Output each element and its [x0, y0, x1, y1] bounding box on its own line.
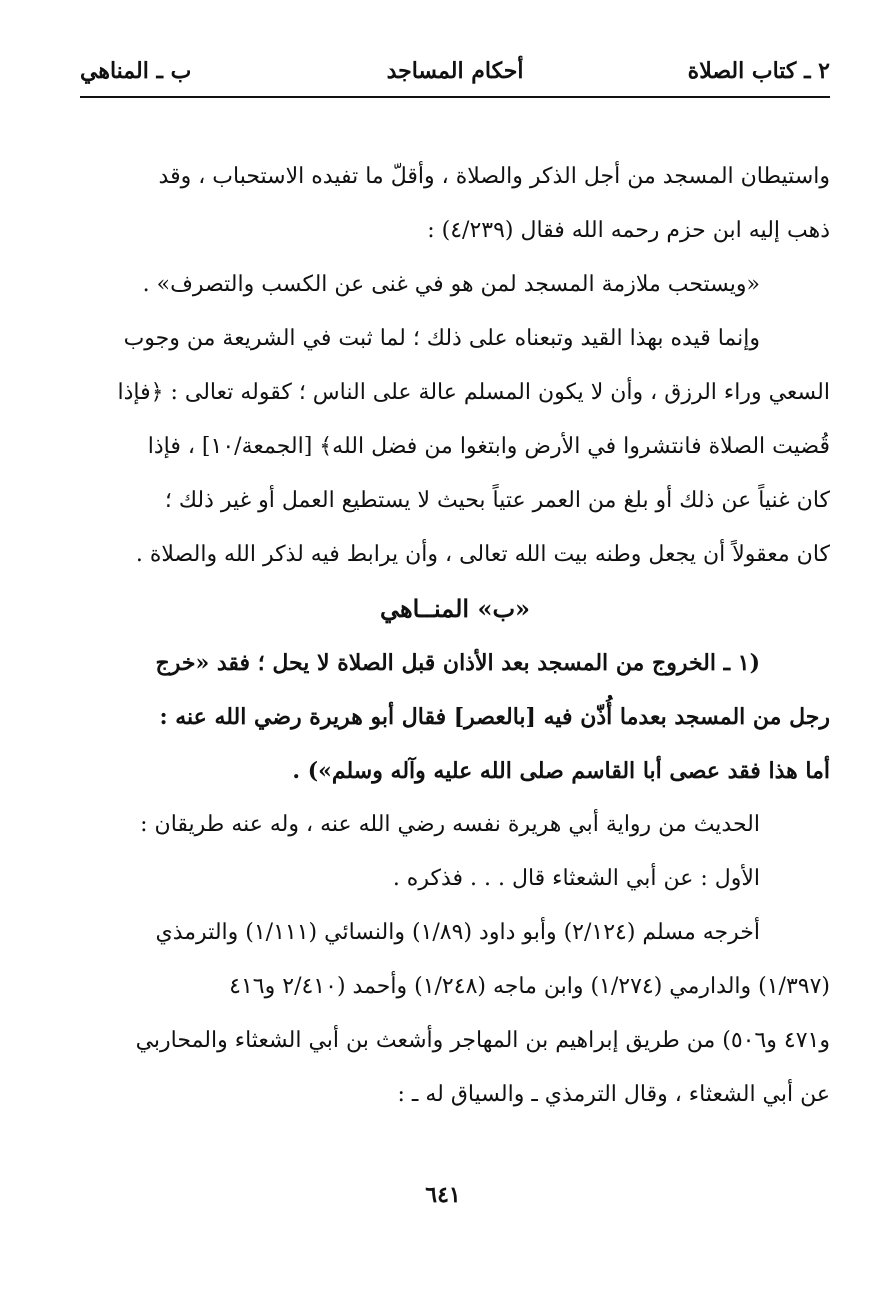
hadith-line: أما هذا فقد عصى أبا القاسم صلى الله عليه وآله وسلم») .	[292, 758, 830, 784]
paragraph-line: وإنما قيده بهذا القيد وتبعناه على ذلك ؛ لما ثبت في الشريعة من وجوب	[123, 326, 760, 351]
page-body	[80, 150, 830, 1122]
paragraph-line: واستيطان المسجد من أجل الذكر والصلاة ، وأقلّ ما تفيده الاستحباب ، وقد	[158, 164, 830, 189]
paragraph-line: (١/٣٩٧) والدارمي (١/٢٧٤) وابن ماجه (١/٢٤٨) وأحمد (٢/٤١٠ و٤١٦	[229, 974, 830, 999]
running-header	[80, 52, 830, 96]
paragraph-line: و٤٧١ و٥٠٦) من طريق إبراهيم بن المهاجر وأشعث بن أبي الشعثاء والمحاربي	[135, 1028, 830, 1053]
paragraph-line: السعي وراء الرزق ، وأن لا يكون المسلم عالة على الناس ؛ كقوله تعالى : ﴿فإذا	[117, 380, 830, 405]
header-chapter-title: أحكام المساجد	[386, 58, 524, 84]
paragraph-line: كان معقولاً أن يجعل وطنه بيت الله تعالى ، وأن يرابط فيه لذكر الله والصلاة .	[135, 542, 830, 567]
paragraph-line: قُضيت الصلاة فانتشروا في الأرض وابتغوا من فضل الله﴾ [الجمعة/١٠] ، فإذا	[147, 434, 830, 459]
paragraph-line: الأول : عن أبي الشعثاء قال . . . فذكره .	[392, 866, 760, 891]
section-heading: «ب» المنــاهي	[379, 594, 531, 623]
paragraph-line: أخرجه مسلم (٢/١٢٤) وأبو داود (١/٨٩) والنسائي (١/١١١) والترمذي	[155, 920, 760, 945]
paragraph-line: عن أبي الشعثاء ، وقال الترمذي ـ والسياق له ـ :	[397, 1082, 830, 1107]
paragraph-line: الحديث من رواية أبي هريرة نفسه رضي الله عنه ، وله عنه طريقان :	[140, 812, 760, 837]
hadith-line: (١ ـ الخروج من المسجد بعد الأذان قبل الصلاة لا يحل ؛ فقد «خرج	[155, 650, 760, 676]
paragraph-line: كان غنياً عن ذلك أو بلغ من العمر عتياً بحيث لا يستطيع العمل أو غير ذلك ؛	[164, 488, 830, 513]
header-divider	[80, 96, 830, 98]
header-section-title: ب ـ المناهي	[80, 58, 192, 84]
hadith-line: رجل من المسجد بعدما أُذّن فيه [بالعصر] فقال أبو هريرة رضي الله عنه :	[159, 704, 830, 730]
paragraph-line: ذهب إليه ابن حزم رحمه الله فقال (٤/٢٣٩) :	[427, 218, 830, 243]
quote-line: «ويستحب ملازمة المسجد لمن هو في غنى عن الكسب والتصرف» .	[142, 272, 760, 297]
header-book-title: ٢ ـ كتاب الصلاة	[687, 58, 830, 84]
page-number: ٦٤١	[425, 1182, 461, 1208]
